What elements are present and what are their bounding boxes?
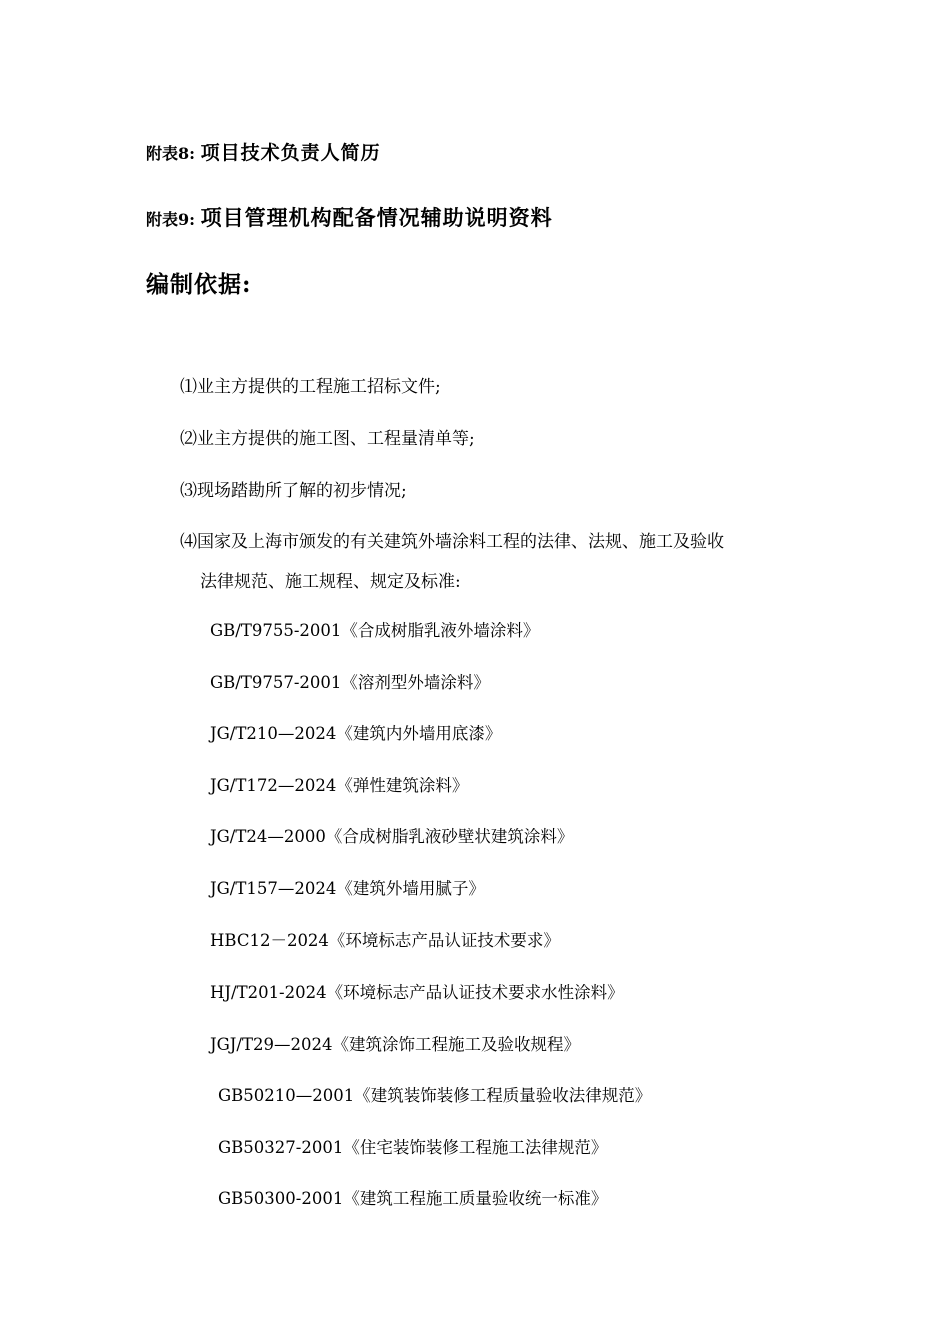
appendix-8-title: 项目技术负责人简历 [200,142,381,164]
standard-item: GB/T9757-2001《溶剂型外墙涂料》 [210,673,490,692]
appendix-9-prefix: 附表9: [146,210,196,229]
standard-item: JG/T172—2024《弹性建筑涂料》 [210,776,469,795]
standard-item: JG/T157—2024《建筑外墙用腻子》 [210,879,485,898]
appendix-8-line [146,138,381,165]
basis-item-4: ⑷国家及上海市颁发的有关建筑外墙涂料工程的法律、法规、施工及验收 [180,532,724,552]
appendix-9-title: 项目管理机构配备情况辅助说明资料 [200,205,553,230]
basis-item-3: ⑶现场踏勘所了解的初步情况; [180,481,407,501]
appendix-9-line [146,202,553,232]
standard-item: JG/T210—2024《建筑内外墙用底漆》 [210,724,502,743]
basis-heading: 编制依据: [146,271,252,298]
standard-item: HBC12－2024《环境标志产品认证技术要求》 [210,931,560,950]
basis-item-4-continuation: 法律规范、施工规程、规定及标准: [200,572,461,592]
standard-item: GB/T9755-2001《合成树脂乳液外墙涂料》 [210,621,540,640]
appendix-8-prefix: 附表8: [146,144,196,163]
standard-item: GB50327-2001《住宅装饰装修工程施工法律规范》 [218,1138,608,1157]
standard-item: GB50210—2001《建筑装饰装修工程质量验收法律规范》 [218,1086,652,1105]
standard-item: HJ/T201-2024《环境标志产品认证技术要求水性涂料》 [210,983,624,1002]
basis-item-2: ⑵业主方提供的施工图、工程量清单等; [180,429,475,449]
standard-item: JGJ/T29—2024《建筑涂饰工程施工及验收规程》 [210,1035,580,1054]
standard-item: JG/T24—2000《合成树脂乳液砂壁状建筑涂料》 [210,827,574,846]
basis-item-1: ⑴业主方提供的工程施工招标文件; [180,377,441,397]
standard-item: GB50300-2001《建筑工程施工质量验收统一标准》 [218,1189,608,1208]
